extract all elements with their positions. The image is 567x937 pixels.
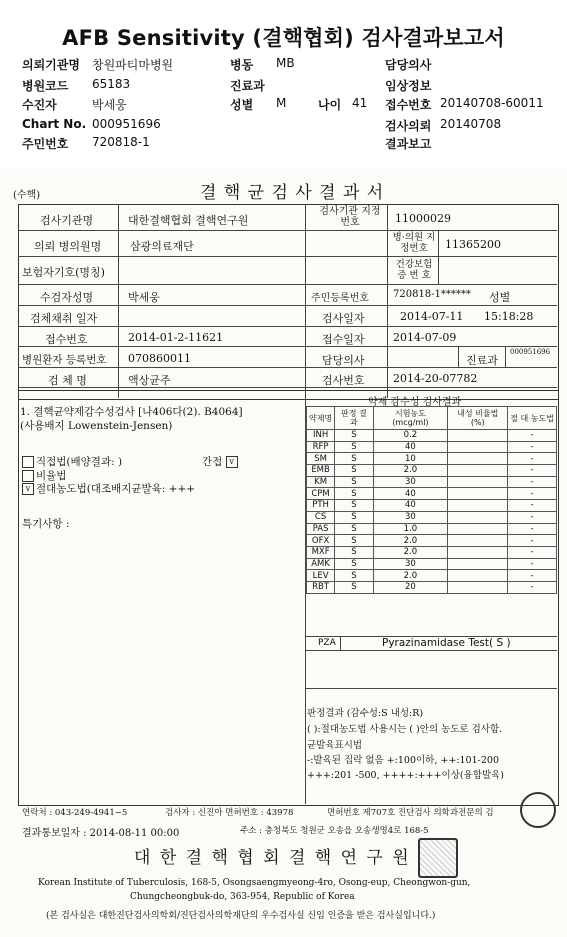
- label-requesting-institution: 의뢰기관명: [22, 58, 80, 72]
- drug-cell: 40: [373, 441, 448, 453]
- drug-cell: CPM: [307, 488, 335, 500]
- value-patient: 박세웅: [92, 98, 127, 112]
- drug-cell: [448, 581, 508, 593]
- drug-cell: S: [335, 570, 373, 582]
- collection-date-label: 검체채취 일자: [30, 312, 98, 325]
- dept-label: 진료과: [466, 354, 498, 367]
- test-no-value: 2014-20-07782: [393, 372, 478, 385]
- value-age: 41: [352, 96, 368, 110]
- indirect-method: [202, 454, 240, 469]
- label-hospital-code: 병원코드: [22, 79, 69, 93]
- drug-cell: -: [508, 453, 557, 465]
- dept-value: 000951696: [510, 348, 551, 356]
- absolute-label: 절대농도법(대조배지균발육: +++: [36, 483, 196, 495]
- institute-address-en-1: Korean Institute of Tuberculosis, 168-5, Osongsaengmyeong-4ro, Osong-eup, Cheongwon-gun,: [38, 878, 471, 888]
- drug-cell: S: [335, 441, 373, 453]
- legend-line: 균발육표시법: [307, 740, 363, 751]
- address: 주소 : 충청북도 청원군 오송읍 오송생명4로 168-5: [240, 826, 429, 836]
- drug-cell: RBT: [307, 581, 335, 593]
- drug-table-header: [307, 407, 557, 430]
- drug-cell: -: [508, 476, 557, 488]
- drug-cell: PTH: [307, 500, 335, 512]
- drug-cell: OFX: [307, 535, 335, 547]
- drug-row: [307, 476, 557, 488]
- hospital-reg-value: 070860011: [128, 352, 191, 365]
- contact: 연락처 : 043-249-4941~5: [22, 808, 128, 818]
- drug-cell: 30: [373, 511, 448, 523]
- drug-cell: AMK: [307, 558, 335, 570]
- drug-cell: [448, 465, 508, 477]
- drug-cell: S: [335, 546, 373, 558]
- receipt-value: 2014-01-2-11621: [128, 331, 224, 344]
- value-requesting-institution: 창원파티마병원: [92, 58, 174, 72]
- drug-row: [307, 441, 557, 453]
- value-receipt-no: 20140708-60011: [440, 96, 544, 110]
- drug-cell: [448, 535, 508, 547]
- pza-value: Pyrazinamidase Test( S ): [382, 637, 511, 649]
- label-doctor: 담당의사: [385, 58, 432, 72]
- receive-date-value: 2014-07-09: [393, 331, 457, 344]
- drug-sensitivity-table: [306, 406, 557, 594]
- value-sex: M: [276, 96, 287, 110]
- label-department: 진료과: [230, 79, 265, 93]
- legend-line: +++:201 -500, ++++:+++이상(융합발육): [307, 770, 505, 781]
- drug-cell: [448, 476, 508, 488]
- drug-cell: S: [335, 581, 373, 593]
- drug-cell: S: [335, 535, 373, 547]
- receipt-label: 접수번호: [45, 333, 88, 346]
- value-resident-no: 720818-1: [92, 135, 150, 149]
- drug-cell: -: [508, 570, 557, 582]
- hospital-code-label: 병·의원 지정번호: [392, 232, 436, 254]
- drug-cell: MXF: [307, 546, 335, 558]
- medium-line: (사용배지 Lowenstein-Jensen): [20, 420, 173, 432]
- drug-cell: 2.0: [373, 570, 448, 582]
- absolute-checkbox: v: [22, 483, 34, 495]
- drug-cell: S: [335, 500, 373, 512]
- drug-cell: S: [335, 465, 373, 477]
- tester-license: 검사자 : 신진아 면허번호 : 43978: [165, 808, 294, 818]
- info-row: [22, 56, 552, 73]
- drug-cell: 40: [373, 488, 448, 500]
- remarks-label: 특기사항 :: [22, 518, 70, 530]
- test-time-value: 15:18:28: [484, 310, 534, 323]
- label-clinical-info: 임상정보: [385, 79, 432, 93]
- drug-row: [307, 535, 557, 547]
- test-no-label: 검사번호: [322, 374, 365, 387]
- drug-cell: S: [335, 488, 373, 500]
- drug-cell: [448, 558, 508, 570]
- round-seal-icon: [520, 792, 556, 828]
- drug-table-title: 약제 감수성 검사결과: [368, 397, 462, 408]
- drug-cell: -: [508, 500, 557, 512]
- drug-cell: LEV: [307, 570, 335, 582]
- drug-cell: 30: [373, 558, 448, 570]
- drug-row: [307, 511, 557, 523]
- label-patient: 수진자: [22, 98, 57, 112]
- drug-cell: KM: [307, 476, 335, 488]
- insurance-no-label: 건강보험 증 번 호: [395, 259, 433, 281]
- drug-cell: S: [335, 523, 373, 535]
- scan-title: 결 핵 균 검 사 결 과 서: [200, 183, 385, 203]
- value-ward: MB: [276, 56, 295, 70]
- drug-cell: [448, 523, 508, 535]
- drug-cell: -: [508, 430, 557, 442]
- hospital-reg-label: 병원환자 등록번호: [22, 354, 107, 366]
- requesting-hospital-value: 삼광의료재단: [130, 240, 194, 253]
- drug-cell: 10: [373, 453, 448, 465]
- insurer-label: 보험자기호(명칭): [22, 266, 105, 279]
- drug-cell: EMB: [307, 465, 335, 477]
- direct-label: 직접법(배양결과: ): [36, 456, 123, 468]
- patient-label: 수검자성명: [40, 291, 94, 304]
- indirect-checkbox: v: [226, 456, 238, 468]
- direct-method: [22, 454, 122, 469]
- drug-cell: 2.0: [373, 465, 448, 477]
- drug-cell: [448, 488, 508, 500]
- drug-cell: -: [508, 535, 557, 547]
- drug-table-header-cell: 약제명: [307, 407, 335, 430]
- scanned-report: [0, 168, 567, 937]
- drug-row: [307, 430, 557, 442]
- info-row: [22, 96, 552, 113]
- drug-cell: S: [335, 476, 373, 488]
- drug-row: [307, 570, 557, 582]
- drug-table-header-cell: 시험농도 (mcg/ml): [373, 407, 448, 430]
- specimen-value: 액상균주: [128, 374, 171, 387]
- drug-table-header-cell: 절 대 농도법: [508, 407, 557, 430]
- specimen-label: 검 체 명: [48, 374, 87, 387]
- label-age: 나이: [318, 98, 342, 112]
- drug-row: [307, 581, 557, 593]
- doctor-label: 담당의사: [322, 354, 365, 367]
- legend-line: ( ):절대농도법 사용시는 ( )안의 농도로 검사함.: [307, 724, 503, 735]
- pza-label: PZA: [318, 638, 336, 648]
- drug-cell: -: [508, 523, 557, 535]
- label-resident-no: 주민번호: [22, 137, 69, 151]
- hospital-code-value: 11365200: [445, 238, 501, 251]
- square-seal-icon: [418, 838, 458, 878]
- drug-cell: -: [508, 546, 557, 558]
- drug-row: [307, 500, 557, 512]
- drug-cell: [448, 570, 508, 582]
- lab-code-value: 11000029: [395, 212, 451, 225]
- label-receipt-no: 접수번호: [385, 98, 432, 112]
- label-test-request: 검사의뢰: [385, 119, 432, 133]
- drug-cell: S: [335, 430, 373, 442]
- rrn-label: 주민등록번호: [311, 293, 369, 304]
- drug-cell: 2.0: [373, 535, 448, 547]
- drug-cell: -: [508, 511, 557, 523]
- drug-cell: [448, 441, 508, 453]
- label-sex: 성별: [230, 98, 254, 112]
- label-ward: 병동: [230, 58, 254, 72]
- sex-label: 성별: [489, 291, 511, 304]
- drug-row: [307, 453, 557, 465]
- indirect-label: 간접: [202, 456, 223, 468]
- drug-cell: 1.0: [373, 523, 448, 535]
- proportion-label: 비율법: [36, 470, 67, 482]
- drug-cell: INH: [307, 430, 335, 442]
- drug-cell: S: [335, 558, 373, 570]
- drug-row: [307, 546, 557, 558]
- report-date: 결과통보일자 : 2014-08-11 00:00: [22, 828, 180, 839]
- patient-value: 박세웅: [128, 291, 160, 304]
- drug-cell: S: [335, 453, 373, 465]
- drug-cell: 0.2: [373, 430, 448, 442]
- lab-code-label: 검사기관 지정번호: [319, 206, 381, 228]
- info-row: [22, 135, 552, 152]
- doctor-license: 면허번호 제707호 진단검사 의학과전문의 김: [327, 808, 494, 818]
- drug-cell: [448, 511, 508, 523]
- drug-row: [307, 523, 557, 535]
- legend-line: 판정결과 (감수성:S 내성:R): [307, 708, 424, 719]
- drug-table-header-cell: 내성 비율법(%): [448, 407, 508, 430]
- value-test-request: 20140708: [440, 117, 502, 131]
- institute-address-en-2: Chungcheongbuk-do, 363-954, Republic of Korea: [130, 892, 355, 902]
- direct-checkbox: [22, 456, 34, 468]
- info-row: [22, 77, 552, 94]
- test-date-label: 검사일자: [322, 312, 365, 325]
- drug-row: [307, 558, 557, 570]
- test-date-value: 2014-07-11: [400, 310, 464, 323]
- drug-cell: [448, 430, 508, 442]
- drug-cell: -: [508, 441, 557, 453]
- drug-cell: -: [508, 558, 557, 570]
- drug-cell: 20: [373, 581, 448, 593]
- drug-cell: -: [508, 488, 557, 500]
- drug-cell: RFP: [307, 441, 335, 453]
- absolute-method: [22, 481, 195, 496]
- drug-cell: 30: [373, 476, 448, 488]
- drug-row: [307, 465, 557, 477]
- drug-cell: 40: [373, 500, 448, 512]
- certification-note: (본 검사실은 대한진단검사의학회/진단검사의학재단의 우수검사실 신임 인증을 받은 검사실입니다.): [46, 911, 436, 921]
- label-chart-no: Chart No.: [22, 117, 87, 131]
- rrn-value: 720818-1******: [393, 289, 471, 300]
- label-result-report: 결과보고: [385, 137, 432, 151]
- drug-cell: S: [335, 511, 373, 523]
- value-hospital-code: 65183: [92, 77, 131, 91]
- drug-row: [307, 488, 557, 500]
- lab-label: 검사기관명: [40, 214, 94, 227]
- requesting-hospital-label: 의뢰 병의원명: [34, 240, 102, 253]
- legend-line: -:발육된 집락 없음 +:100이하, ++:101-200: [307, 755, 499, 766]
- lab-value: 대한결핵협회 결핵연구원: [128, 214, 249, 227]
- drug-table-header-cell: 판정 결과: [335, 407, 373, 430]
- method-line: 1. 결핵균약제감수성검사 [나406다(2). B4064]: [20, 406, 243, 418]
- drug-cell: -: [508, 581, 557, 593]
- drug-cell: SM: [307, 453, 335, 465]
- info-row: [22, 117, 552, 134]
- drug-cell: 2.0: [373, 546, 448, 558]
- form-corner-tag: (수핵): [13, 190, 41, 201]
- report-title: AFB Sensitivity (결핵협회) 검사결과보고서: [62, 26, 505, 50]
- drug-cell: [448, 546, 508, 558]
- drug-cell: CS: [307, 511, 335, 523]
- institute-name-ko: 대 한 결 핵 협 회 결 핵 연 구 원: [134, 848, 411, 868]
- drug-cell: [448, 500, 508, 512]
- drug-cell: [448, 453, 508, 465]
- drug-cell: -: [508, 465, 557, 477]
- info-table: [18, 204, 559, 400]
- value-chart-no: 000951696: [92, 117, 161, 131]
- drug-cell: PAS: [307, 523, 335, 535]
- receive-date-label: 접수일자: [322, 333, 365, 346]
